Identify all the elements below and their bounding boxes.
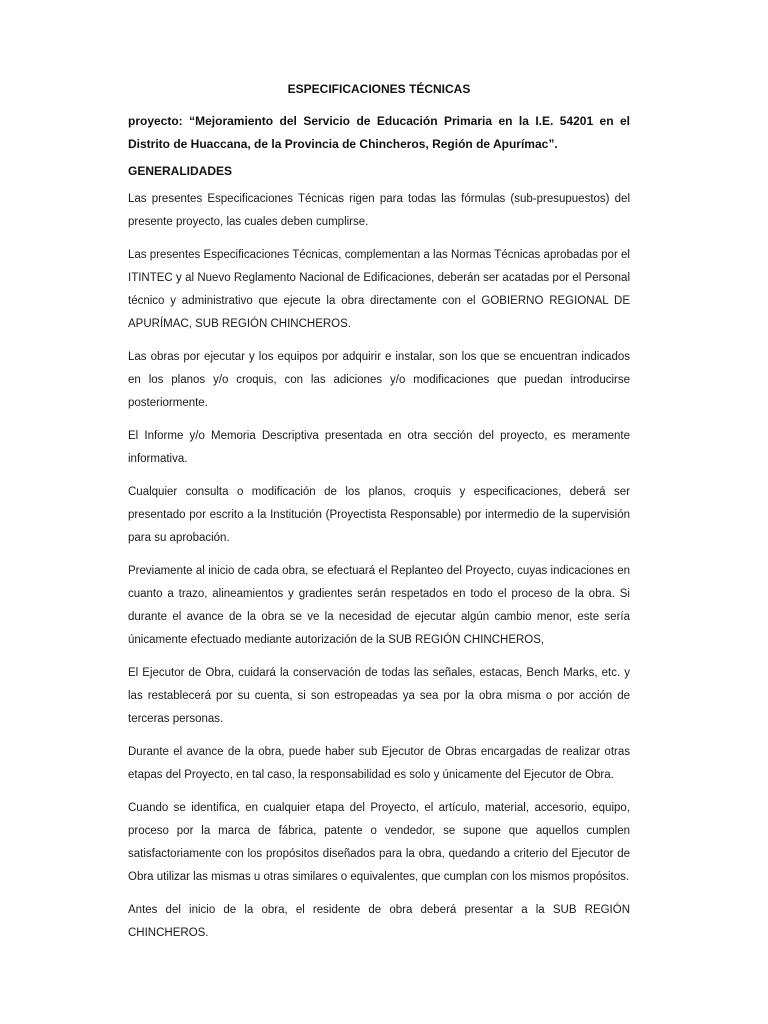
paragraph: El Ejecutor de Obra, cuidará la conservación de todas las señales, estacas, Bench Marks, etc. y las restablecerá por su cuenta, si son estropeadas ya sea por la obra misma o por acción de terceras personas. [128, 667, 630, 725]
section-heading: GENERALIDADES [128, 164, 233, 178]
paragraph: El Informe y/o Memoria Descriptiva presentada en otra sección del proyecto, es meramente informativa. [128, 430, 630, 465]
paragraph: Antes del inicio de la obra, el residente de obra deberá presentar a la SUB REGIÓN CHINCHEROS. [128, 904, 630, 939]
project-name: proyecto: “Mejoramiento del Servicio de Educación Primaria en la I.E. 54201 en el Distrito de Huaccana, de la Provincia de Chincheros, Región de Apurímac”. [128, 114, 630, 151]
paragraph: Las presentes Especificaciones Técnicas, complementan a las Normas Técnicas aprobadas por el ITINTEC y al Nuevo Reglamento Nacional de Edificaciones, deberán ser acatadas por el Personal técnico y administrativo que ejecute la obra directamente con el GOBIERNO REGIONAL DE APURÍMAC, SUB REGIÓN CHINCHEROS. [128, 249, 630, 330]
paragraph: Las obras por ejecutar y los equipos por adquirir e instalar, son los que se encuentran indicados en los planos y/o croquis, con las adiciones y/o modificaciones que puedan introducirse posteriormente. [128, 351, 630, 409]
paragraph: Durante el avance de la obra, puede haber sub Ejecutor de Obras encargadas de realizar otras etapas del Proyecto, en tal caso, la responsabilidad es solo y únicamente del Ejecutor de Obra. [128, 746, 630, 781]
paragraph: Las presentes Especificaciones Técnicas rigen para todas las fórmulas (sub-presupuestos) del presente proyecto, las cuales deben cumplirse. [128, 193, 630, 228]
paragraph: Previamente al inicio de cada obra, se efectuará el Replanteo del Proyecto, cuyas indicaciones en cuanto a trazo, alineamientos y gradientes serán respetados en todo el proceso de la obra. Si durante el avance de la obra se ve la necesidad de ejecutar algún cambio menor, este sería únicamente efectuado mediante autorización de la SUB REGIÓN CHINCHEROS, [128, 565, 630, 646]
paragraph: Cuando se identifica, en cualquier etapa del Proyecto, el artículo, material, accesorio, equipo, proceso por la marca de fábrica, patente o vendedor, se supone que aquellos cumplen satisfactoriamente con los propósitos diseñados para la obra, quedando a criterio del Ejecutor de Obra utilizar las mismas u otras similares o equivalentes, que cumplan con los mismos propósitos. [128, 802, 630, 883]
document-title: ESPECIFICACIONES TÉCNICAS [287, 82, 471, 96]
paragraph: Cualquier consulta o modificación de los planos, croquis y especificaciones, deberá ser presentado por escrito a la Institución (Proyectista Responsable) por intermedio de la supervisión para su aprobación. [128, 486, 630, 544]
